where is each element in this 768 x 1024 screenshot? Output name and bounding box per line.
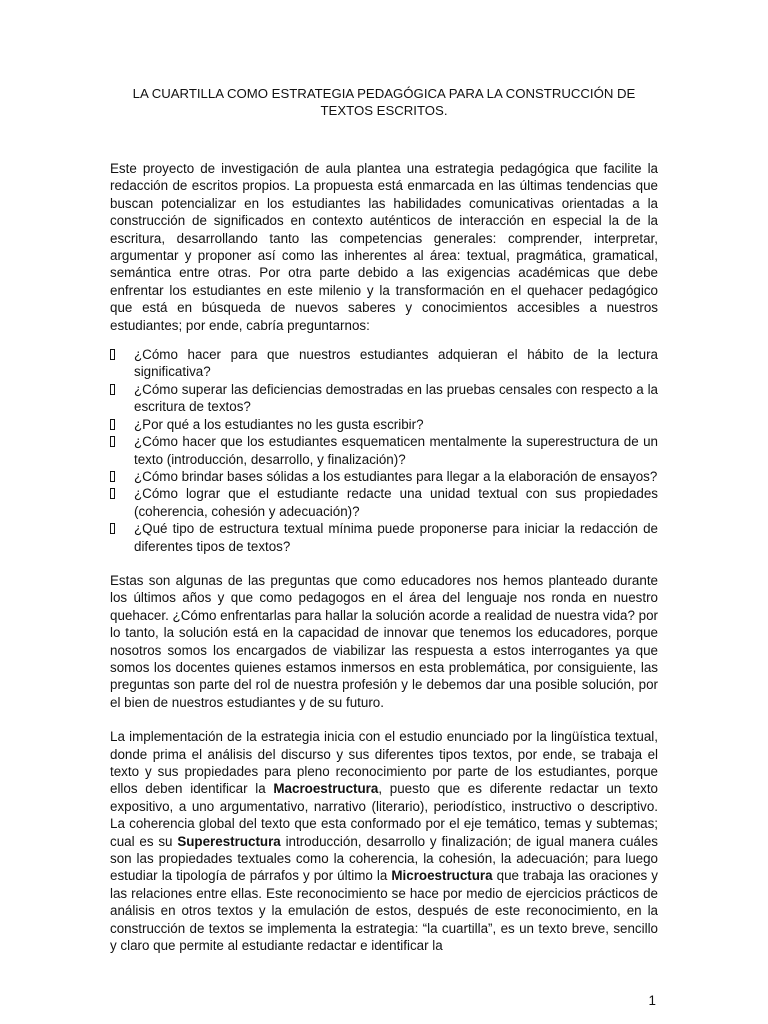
list-item	[110, 381, 658, 416]
question-text: ¿Cómo hacer que los estudiantes esquematicen mentalmente la superestructura de un texto (introducción, desarrollo, y finalización)?	[134, 434, 658, 467]
list-item	[110, 416, 658, 433]
question-list	[110, 346, 658, 555]
bullet-icon	[110, 419, 115, 430]
list-item	[110, 433, 658, 468]
list-item	[110, 520, 658, 555]
bullet-icon	[110, 488, 115, 499]
list-item	[110, 468, 658, 485]
bullet-icon	[110, 349, 115, 360]
paragraph-text: La implementación de la estrategia inicia con el estudio enunciado por la lingüística textual, donde prima el análisis del discurso y sus diferentes tipos textos, por ende, se trabaja el texto y sus propiedades para pleno reconocimiento por parte de los estudiantes, porque ellos deben identificar la	[110, 729, 658, 797]
question-text: ¿Cómo brindar bases sólidas a los estudiantes para llegar a la elaboración de ensayos?	[134, 468, 658, 484]
paragraph-text: , puesto que es diferente redactar un texto expositivo, a uno argumentativo, narrativo (literario), periodístico, instructivo o descriptivo. La coherencia global del texto que esta conformado por el eje temático, temas y subtemas; cual es su	[110, 781, 658, 849]
superestructura-term: Superestructura	[177, 833, 281, 849]
bullet-icon	[110, 523, 115, 534]
question-text: ¿Qué tipo de estructura textual mínima puede proponerse para iniciar la redacción de diferentes tipos de textos?	[134, 521, 658, 554]
bullet-icon	[110, 436, 115, 447]
question-text: ¿Por qué a los estudiantes no les gusta escribir?	[134, 416, 424, 432]
list-item	[110, 346, 658, 381]
paragraph-text: introducción, desarrollo y finalización; de igual manera cuáles son las propiedades textuales como la coherencia, la cohesión, la adecuación; para luego estudiar la tipología de párrafos y por último la	[110, 833, 658, 884]
bullet-icon	[110, 471, 115, 482]
question-text: ¿Cómo lograr que el estudiante redacte una unidad textual con sus propiedades (coherencia, cohesión y adecuación)?	[134, 486, 658, 519]
intro-paragraph: Este proyecto de investigación de aula plantea una estrategia pedagógica que facilite la redacción de escritos propios. La propuesta está enmarcada en las últimas tendencias que buscan potencializar en los estudiantes las habilidades comunicativas orientadas a la construcción de significados en contexto auténticos de interacción en especial la de la escritura, desarrollando tanto las competencias generales: comprender, interpretar, argumentar y proponer así como las inherentes al área: textual, pragmática, gramatical, semántica entre otras. Por otra parte debido a las exigencias académicas que debe enfrentar los estudiantes en este milenio y la transformación en el quehacer pedagógico que está en búsqueda de nuevos saberes y conocimientos accesibles a nuestros estudiantes; por ende, cabría preguntarnos:	[110, 161, 658, 333]
paragraph-text: que trabaja las oraciones y las relaciones entre ellas. Este reconocimiento se hace por medio de ejercicios prácticos de análisis en otros textos y la emulación de estos, después de este reconocimiento, en la construcción de textos se implementa la estrategia: “la cuartilla”, es un texto breve, sencillo y claro que permite al estudiante redactar e identificar la	[110, 868, 658, 954]
page-number: 1	[648, 993, 656, 1008]
reflection-paragraph: Estas son algunas de las preguntas que como educadores nos hemos planteado durante los últimos años y que como pedagogos en el área del lenguaje nos ronda en nuestro quehacer. ¿Cómo enfrentarlas para hallar la solución acorde a realidad de nuestra vida? por lo tanto, la solución está en la capacidad de innovar que tenemos los educadores, porque nosotros somos los encargados de viabilizar las respuesta a estos interrogantes ya que somos los docentes quienes estamos inmersos en esta problemática, por consiguiente, las preguntas son parte del rol de nuestra profesión y le debemos dar una posible solución, por el bien de nuestros estudiantes y de su futuro.	[110, 572, 658, 710]
implementation-paragraph	[110, 728, 658, 954]
microestructura-term: Microestructura	[391, 868, 493, 884]
list-item	[110, 485, 658, 520]
document-title: LA CUARTILLA COMO ESTRATEGIA PEDAGÓGICA PARA LA CONSTRUCCIÓN DE TEXTOS ESCRITOS.	[132, 86, 636, 118]
question-text: ¿Cómo hacer para que nuestros estudiantes adquieran el hábito de la lectura significativa?	[134, 347, 658, 380]
macroestructura-term: Macroestructura	[273, 781, 379, 797]
question-text: ¿Cómo superar las deficiencias demostradas en las pruebas censales con respecto a la escritura de textos?	[134, 381, 658, 415]
document-body	[110, 160, 658, 954]
bullet-icon	[110, 384, 115, 395]
